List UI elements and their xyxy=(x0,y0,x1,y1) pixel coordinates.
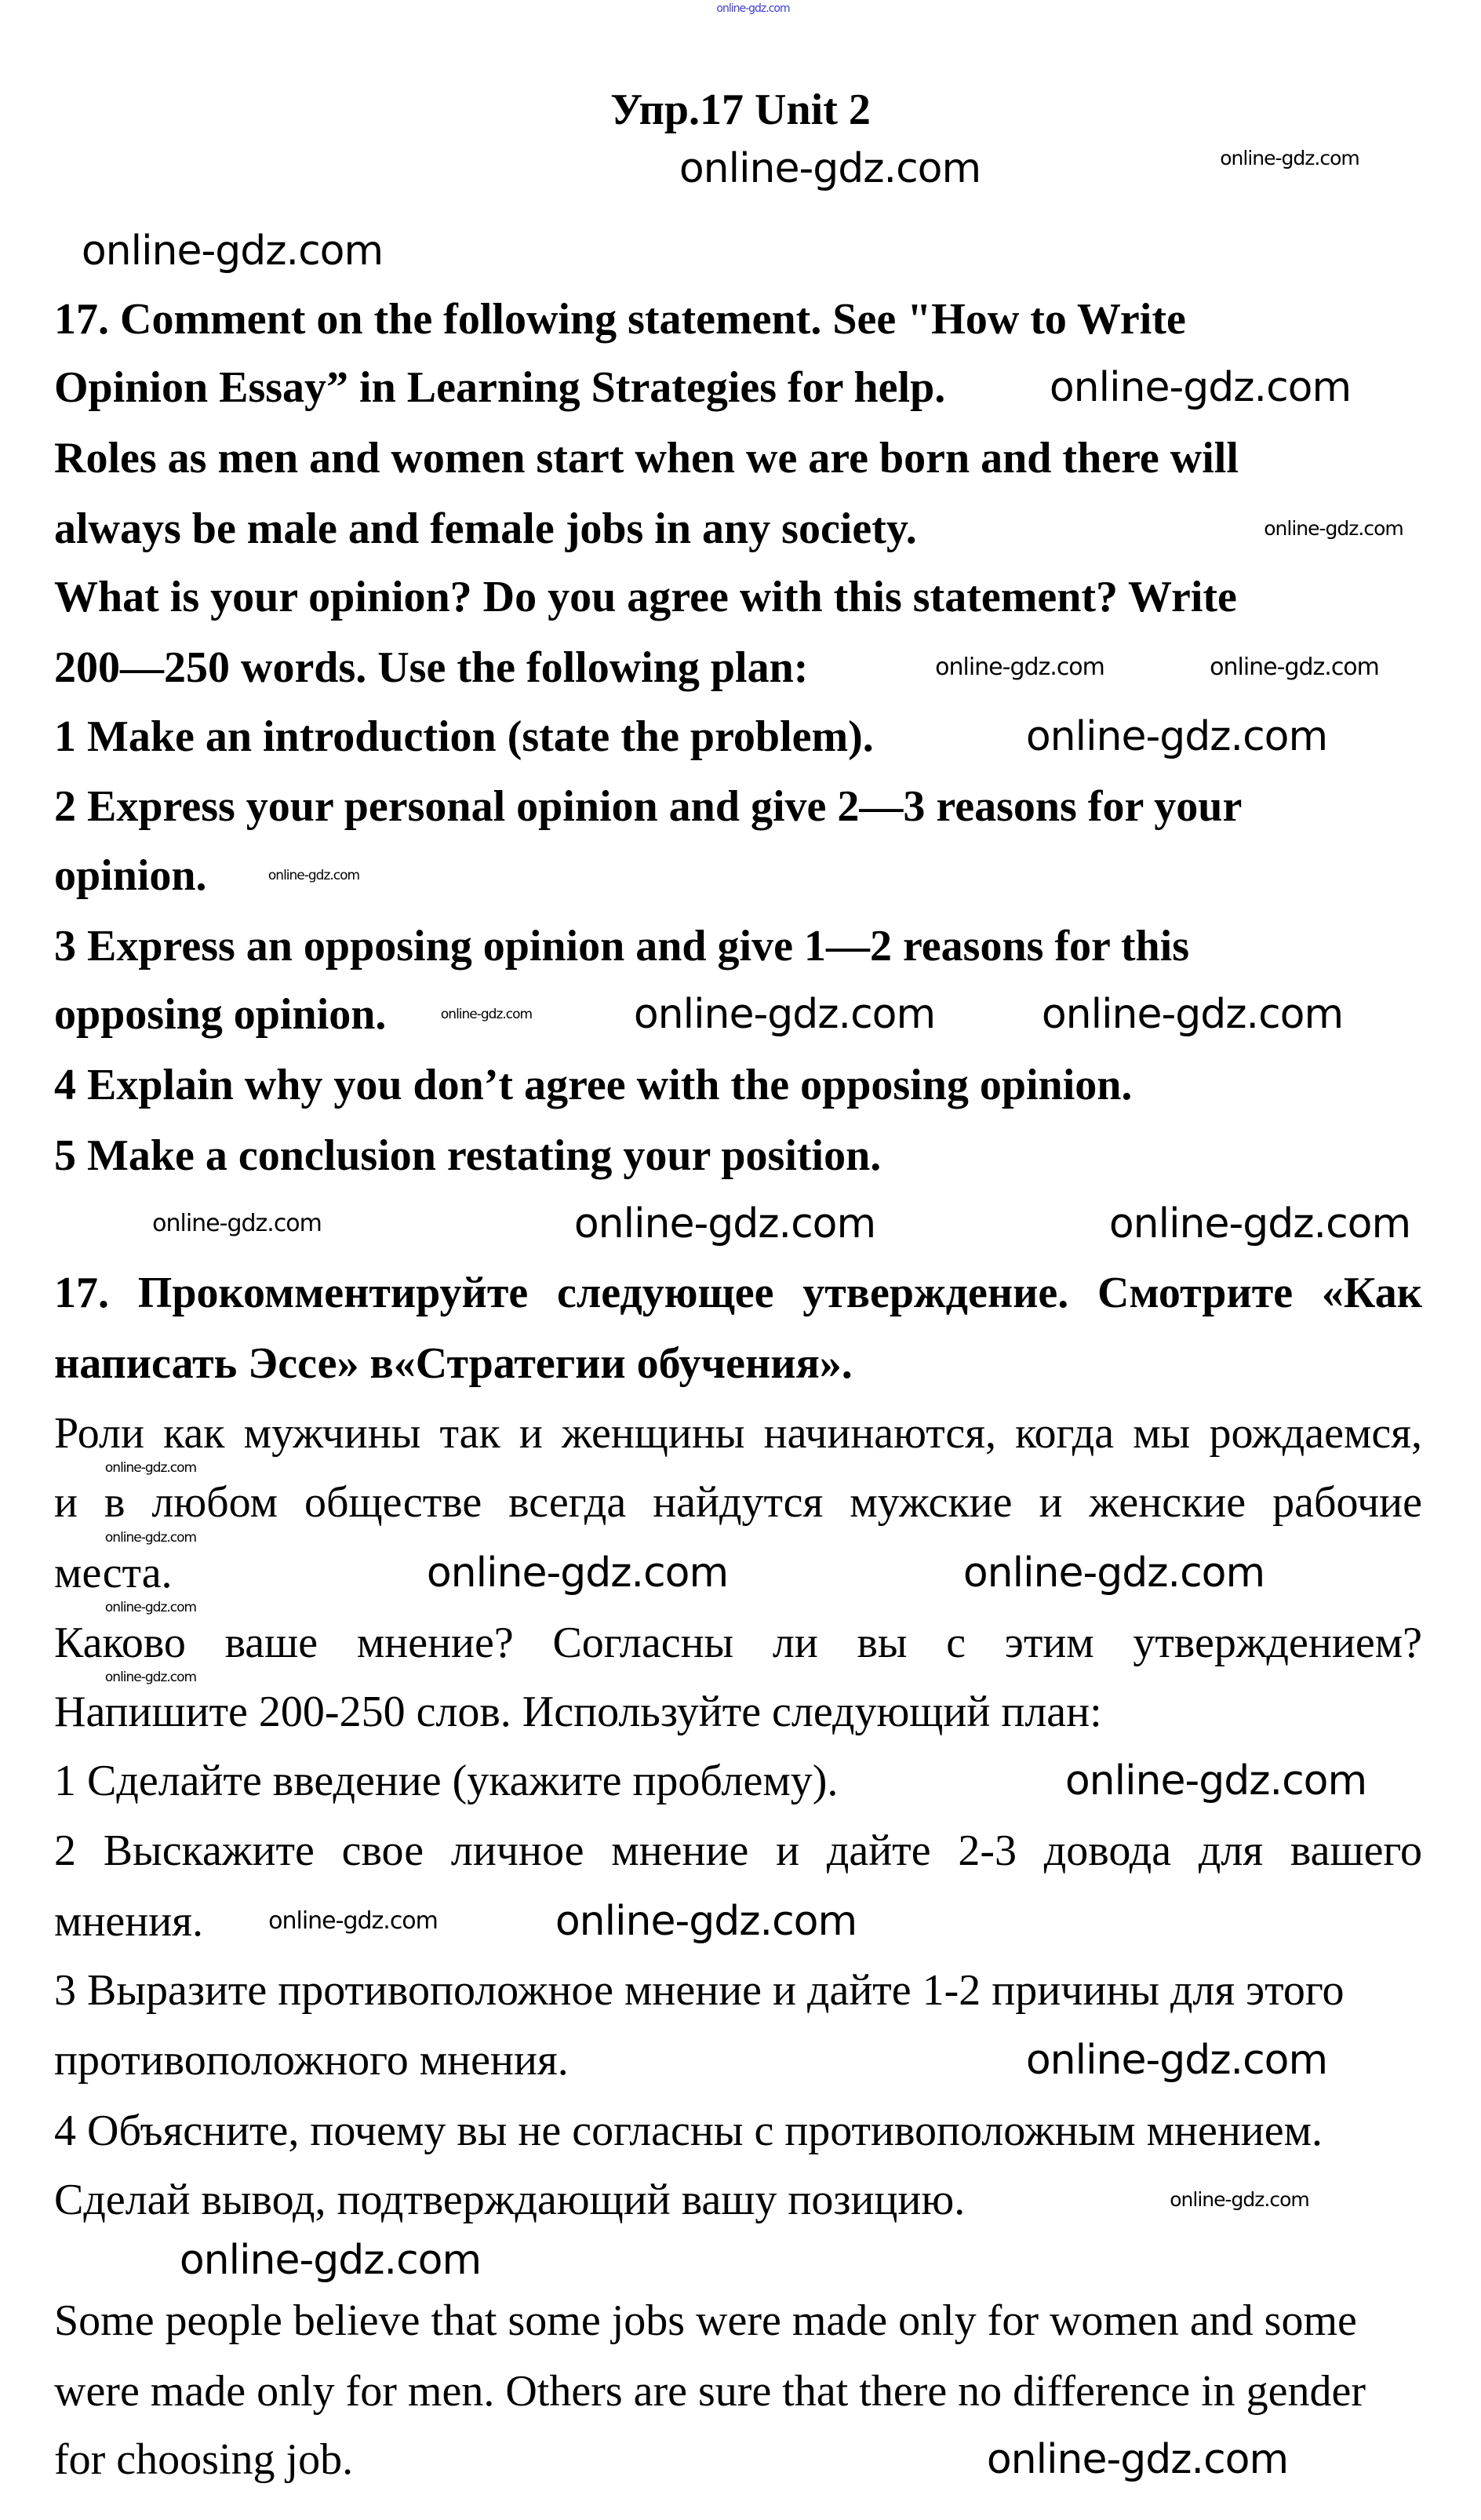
watermark: online-gdz.com xyxy=(267,868,360,883)
task-line: Роли как мужчины так и женщины начинаются, когда мы рождаемся, xyxy=(54,1409,1422,1458)
watermark: online-gdz.com xyxy=(152,1210,322,1237)
watermark: online-gdz.com xyxy=(986,2436,1289,2483)
watermark: online-gdz.com xyxy=(716,2,790,15)
task-line: Напишите 200-250 слов. Используйте следующий план: xyxy=(54,1688,1102,1736)
watermark: online-gdz.com xyxy=(935,654,1104,681)
task-line: 2 Выскажите свое личное мнение и дайте 2-3 довода для вашего xyxy=(54,1826,1422,1875)
task-line: 3 Express an opposing opinion and give 1—2 reasons for this xyxy=(54,922,1190,970)
task-line: 3 Выразите противоположное мнение и дайте 1-2 причины для этого xyxy=(54,1966,1345,2015)
watermark: online-gdz.com xyxy=(440,1007,533,1022)
task-line: 5 Make a conclusion restating your position. xyxy=(54,1131,882,1180)
task-line: написать Эссе» в«Стратегии обучения». xyxy=(54,1339,853,1388)
task-line: мнения. xyxy=(54,1897,203,1946)
watermark: online-gdz.com xyxy=(573,1200,876,1247)
task-line: Сделай вывод, подтверждающий вашу позицию. xyxy=(54,2176,966,2224)
task-line: 4 Объясните, почему вы не согласны с противоположным мнением. xyxy=(54,2107,1323,2155)
watermark: online-gdz.com xyxy=(104,1600,197,1615)
watermark: online-gdz.com xyxy=(426,1550,729,1597)
watermark: online-gdz.com xyxy=(268,1907,438,1935)
watermark: online-gdz.com xyxy=(1049,364,1352,411)
watermark: online-gdz.com xyxy=(104,1670,197,1685)
watermark: online-gdz.com xyxy=(1264,517,1403,540)
watermark: online-gdz.com xyxy=(179,2237,482,2284)
watermark: online-gdz.com xyxy=(1025,2037,1328,2084)
answer-line: for choosing job. xyxy=(54,2435,354,2484)
task-line: Каково ваше мнение? Согласны ли вы с этим утверждением? xyxy=(54,1619,1422,1667)
task-line: 1 Сделайте введение (укажите проблему). xyxy=(54,1757,839,1805)
page-title: Упр.17 Unit 2 xyxy=(610,86,871,134)
task-line: Roles as men and women start when we are born and there will xyxy=(54,434,1239,483)
watermark: online-gdz.com xyxy=(1041,991,1344,1038)
task-line: 4 Explain why you don’t agree with the opposing opinion. xyxy=(54,1061,1133,1109)
watermark: online-gdz.com xyxy=(1220,147,1359,169)
watermark: online-gdz.com xyxy=(104,1530,197,1546)
watermark: online-gdz.com xyxy=(555,1898,857,1945)
watermark: online-gdz.com xyxy=(633,991,936,1038)
watermark: online-gdz.com xyxy=(1170,2188,1309,2211)
watermark: online-gdz.com xyxy=(81,228,384,275)
watermark: online-gdz.com xyxy=(1064,1757,1367,1804)
task-line: противоположного мнения. xyxy=(54,2036,569,2085)
task-line: opinion. xyxy=(54,851,207,900)
watermark: online-gdz.com xyxy=(1025,713,1328,760)
task-line: 1 Make an introduction (state the problem). xyxy=(54,712,874,761)
watermark: online-gdz.com xyxy=(962,1550,1265,1597)
watermark: online-gdz.com xyxy=(679,145,981,192)
task-line: always be male and female jobs in any society. xyxy=(54,504,917,553)
watermark: online-gdz.com xyxy=(1108,1200,1411,1247)
task-line: места. xyxy=(54,1549,173,1597)
task-line: 200—250 words. Use the following plan: xyxy=(54,643,809,692)
watermark: online-gdz.com xyxy=(1210,654,1379,681)
task-line: What is your opinion? Do you agree with this statement? Write xyxy=(54,573,1237,621)
answer-line: Some people believe that some jobs were made only for women and some xyxy=(54,2296,1357,2345)
task-line: и в любом обществе всегда найдутся мужские и женские рабочие xyxy=(54,1478,1422,1527)
task-line: 17. Прокомментируйте следующее утверждение. Смотрите «Как xyxy=(54,1269,1422,1317)
watermark: online-gdz.com xyxy=(104,1460,197,1476)
answer-line: were made only for men. Others are sure that there no difference in gender xyxy=(54,2367,1366,2416)
task-line: 2 Express your personal opinion and give 2—3 reasons for your xyxy=(54,782,1243,831)
task-line: opposing opinion. xyxy=(54,990,387,1039)
task-line: Opinion Essay” in Learning Strategies for help. xyxy=(54,363,946,412)
task-line: 17. Comment on the following statement. See "How to Write xyxy=(54,295,1186,344)
